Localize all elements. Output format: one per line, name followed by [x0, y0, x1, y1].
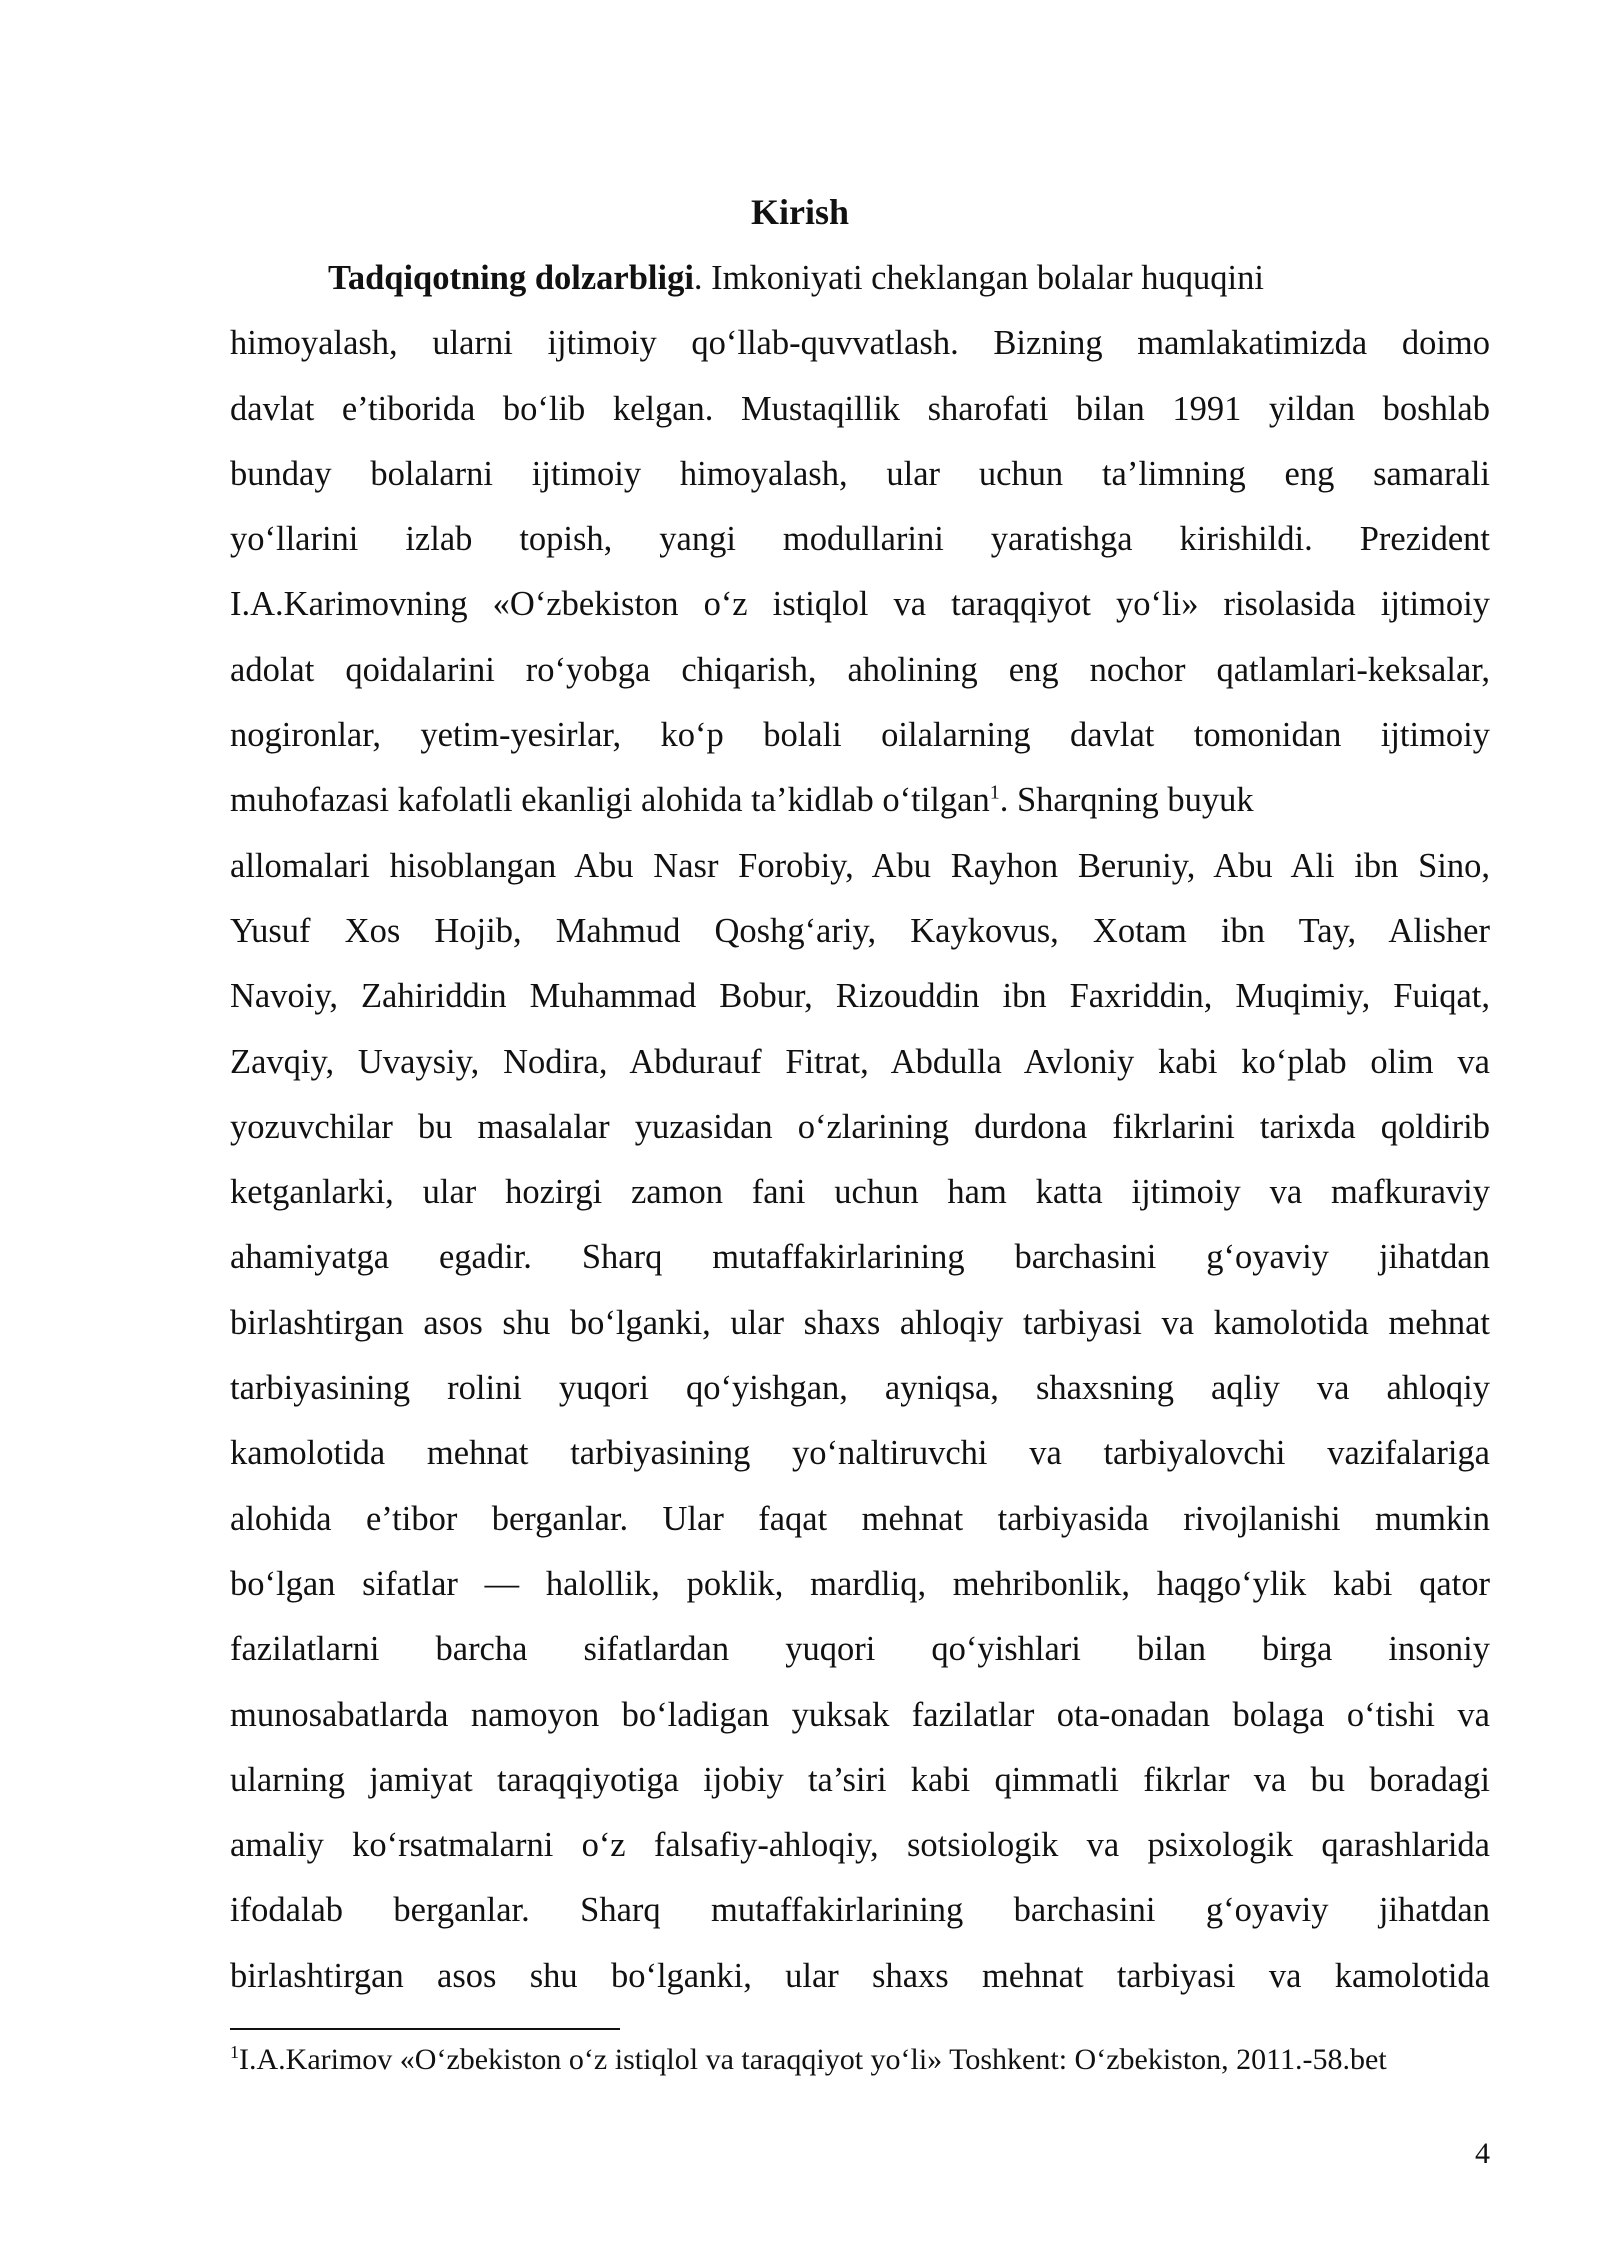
- paragraph-line-12: Navoiy, Zahiriddin Muhammad Bobur, Rizouddin ibn Faxriddin, Muqimiy, Fuiqat,: [230, 977, 1490, 1016]
- paragraph-line-26: ifodalab berganlar. Sharq mutaffakirlarining barchasini g‘oyaviy jihatdan: [230, 1891, 1490, 1930]
- paragraph-line-15: ketganlarki, ular hozirgi zamon fani uchun ham katta ijtimoiy va mafkuraviy: [230, 1173, 1490, 1212]
- paragraph-line-4: bunday bolalarni ijtimoiy himoyalash, ular uchun ta’limning eng samarali: [230, 454, 1490, 493]
- footnote-text: I.A.Karimov «O‘zbekiston o‘z istiqlol va taraqqiyot yo‘li» Toshkent: O‘zbekiston, 2011.-58.bet: [239, 2043, 1387, 2076]
- paragraph-line-21: bo‘lgan sifatlar — halollik, poklik, mardliq, mehribonlik, haqgo‘ylik kabi qator: [230, 1564, 1490, 1603]
- paragraph-line-1: Tadqiqotning dolzarbligi. Imkoniyati cheklangan bolalar huquqini: [328, 259, 1264, 297]
- paragraph-line-23: munosabatlarda namoyon bo‘ladigan yuksak fazilatlar ota-onadan bolaga o‘tishi va: [230, 1695, 1490, 1734]
- paragraph-line-27: birlashtirgan asos shu bo‘lganki, ular shaxs mehnat tarbiyasi va kamolotida: [230, 1956, 1490, 1995]
- paragraph-line-7: adolat qoidalarini ro‘yobga chiqarish, aholining eng nochor qatlamlari-keksalar,: [230, 650, 1490, 689]
- paragraph-line-5: yo‘llarini izlab topish, yangi modullarini yaratishga kirishildi. Prezident: [230, 520, 1490, 559]
- paragraph-line-13: Zavqiy, Uvaysiy, Nodira, Abdurauf Fitrat, Abdulla Avloniy kabi ko‘plab olim va: [230, 1042, 1490, 1081]
- paragraph-line-10: allomalari hisoblangan Abu Nasr Forobiy, Abu Rayhon Beruniy, Abu Ali ibn Sino,: [230, 846, 1490, 885]
- paragraph-line-3: davlat e’tiborida bo‘lib kelgan. Mustaqillik sharofati bilan 1991 yildan boshlab: [230, 389, 1490, 428]
- body-paragraph: [230, 246, 1490, 2009]
- footnote-marker: 1: [230, 2042, 239, 2062]
- lead-bold-phrase: Tadqiqotning dolzarbligi: [328, 259, 694, 297]
- paragraph-line-2: himoyalash, ularni ijtimoiy qo‘llab-quvvatlash. Bizning mamlakatimizda doimo: [230, 324, 1490, 363]
- section-heading: Kirish: [750, 192, 849, 232]
- paragraph-line-22: fazilatlarni barcha sifatlardan yuqori qo‘yishlari bilan birga insoniy: [230, 1630, 1490, 1669]
- paragraph-line-8: nogironlar, yetim-yesirlar, ko‘p bolali oilalarning davlat tomonidan ijtimoiy: [230, 716, 1490, 755]
- footnote: [230, 2040, 1530, 2080]
- paragraph-line-14: yozuvchilar bu masalalar yuzasidan o‘zlarining durdona fikrlarini tarixda qoldirib: [230, 1107, 1490, 1146]
- paragraph-line-6: I.A.Karimovning «O‘zbekiston o‘z istiqlol va taraqqiyot yo‘li» risolasida ijtimoiy: [230, 585, 1490, 624]
- paragraph-line-9: muhofazasi kafolatli ekanligi alohida ta’kidlab o‘tilgan$^1$. Sharqning buyuk: [230, 781, 1254, 820]
- paragraph-line-16: ahamiyatga egadir. Sharq mutaffakirlarining barchasini g‘oyaviy jihatdan: [230, 1238, 1490, 1277]
- paragraph-line-18: tarbiyasining rolini yuqori qo‘yishgan, ayniqsa, shaxsning aqliy va ahloqiy: [230, 1369, 1490, 1408]
- footnote-separator: [230, 2028, 620, 2030]
- paragraph-line-20: alohida e’tibor berganlar. Ular faqat mehnat tarbiyasida rivojlanishi mumkin: [230, 1499, 1490, 1538]
- paragraph-line-17: birlashtirgan asos shu bo‘lganki, ular shaxs ahloqiy tarbiyasi va kamolotida mehnat: [230, 1303, 1490, 1342]
- page-number: 4: [1475, 2137, 1490, 2170]
- paragraph-line-19: kamolotida mehnat tarbiyasining yo‘naltiruvchi va tarbiyalovchi vazifalariga: [230, 1434, 1490, 1473]
- paragraph-line-25: amaliy ko‘rsatmalarni o‘z falsafiy-ahloqiy, sotsiologik va psixologik qarashlarida: [230, 1826, 1490, 1865]
- footnote-reference[interactable]: 1: [989, 781, 1000, 804]
- paragraph-line-11: Yusuf Xos Hojib, Mahmud Qoshg‘ariy, Kaykovus, Xotam ibn Tay, Alisher: [230, 911, 1490, 950]
- paragraph-line-24: ularning jamiyat taraqqiyotiga ijobiy ta’siri kabi qimmatli fikrlar va bu boradagi: [230, 1760, 1490, 1799]
